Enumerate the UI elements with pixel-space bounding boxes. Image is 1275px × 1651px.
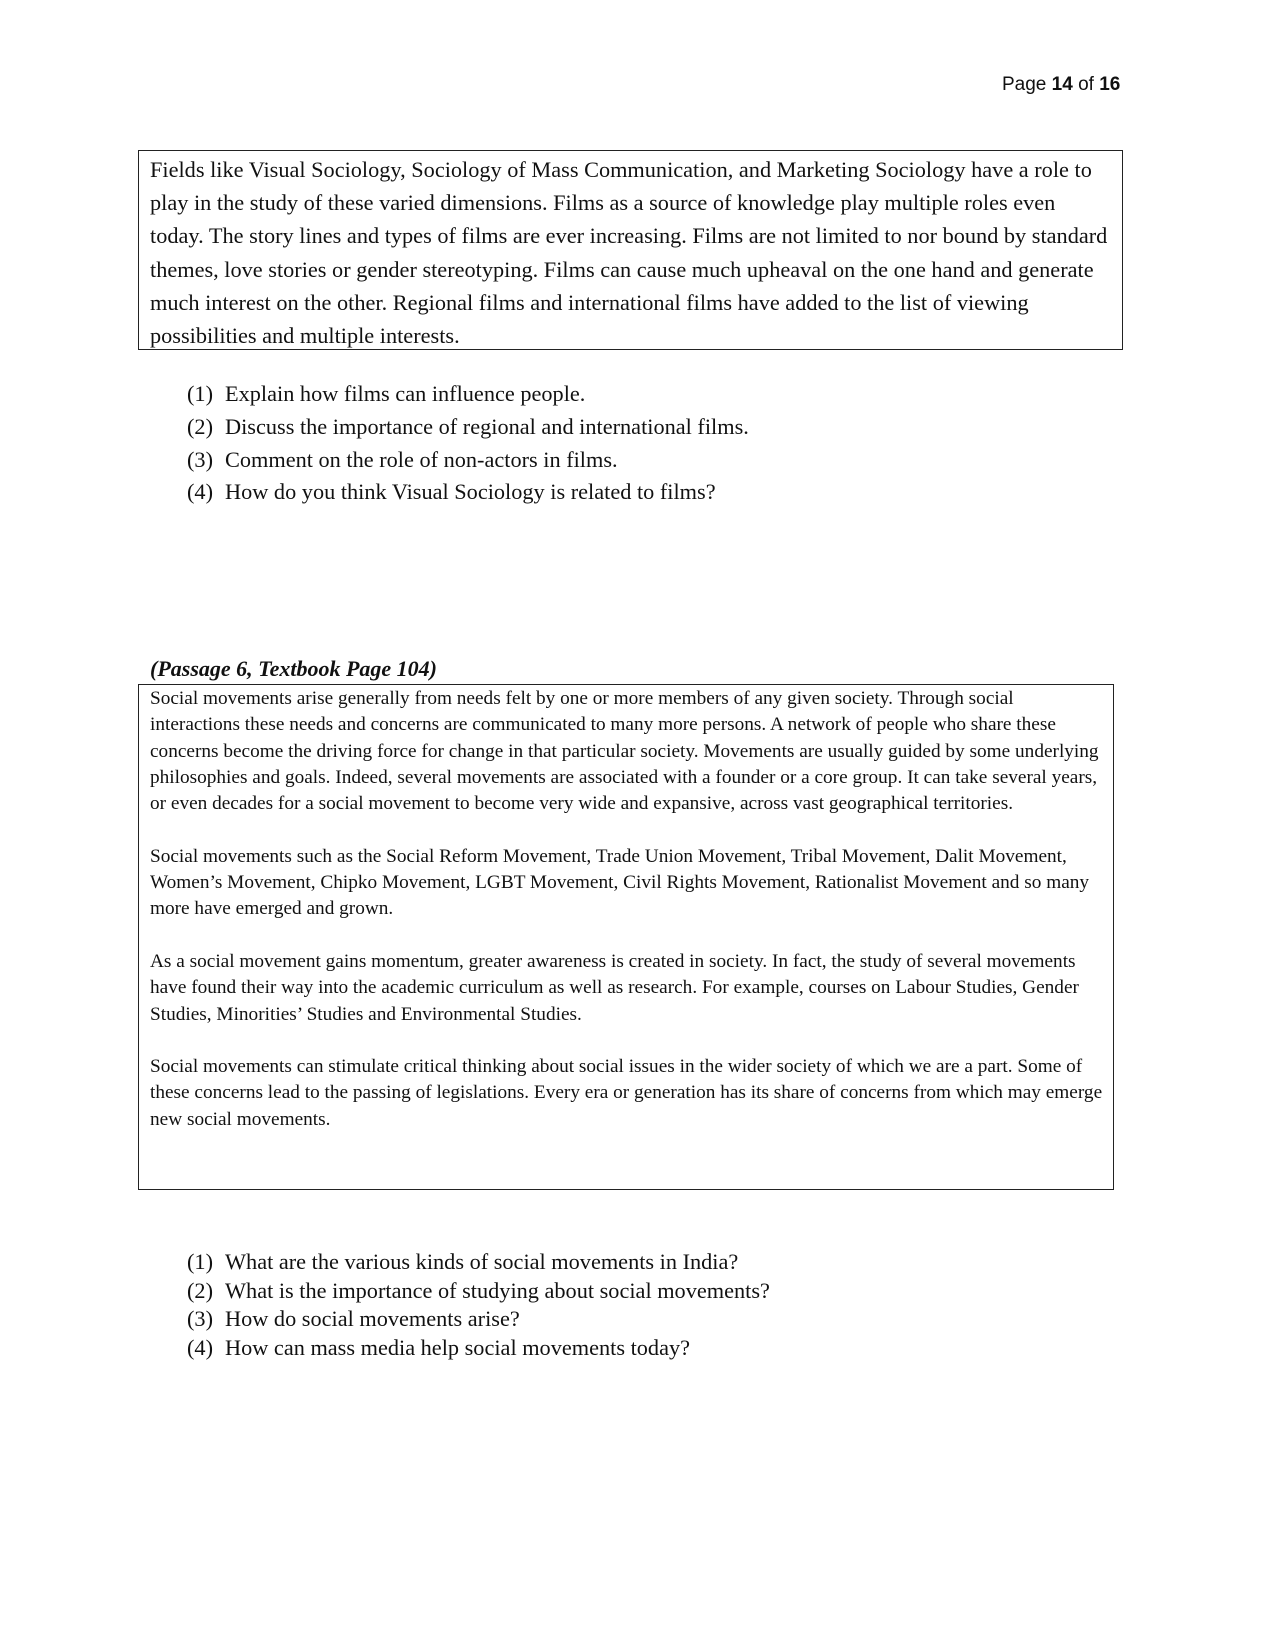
passage-paragraph: Social movements such as the Social Reform Movement, Trade Union Movement, Tribal Movement, Dalit Movement, Women’s Movement, Chipko Movement, LGBT Movement, Civil Rights Movement, Rationalist Movement and so many more have emerged and grown. [150, 845, 1090, 920]
page-number-total: 16 [1099, 74, 1121, 95]
passage-6-questions [187, 1248, 770, 1362]
question-item [187, 476, 749, 509]
question-number: (2) [187, 413, 213, 439]
passage-paragraph: As a social movement gains momentum, greater awareness is created in society. In fact, the study of several movements have found their way into the academic curriculum as well as research. For example, courses on Labour Studies, Gender Studies, Minorities’ Studies and Environmental Studies. [150, 950, 1079, 1025]
question-item [187, 1248, 770, 1277]
question-text: How do you think Visual Sociology is related to films? [225, 479, 716, 505]
question-item [187, 1277, 770, 1306]
question-number: (4) [187, 1334, 213, 1360]
question-text: How do social movements arise? [225, 1306, 520, 1332]
question-item [187, 1334, 770, 1363]
question-number: (3) [187, 1306, 213, 1332]
page-number-prefix: Page [1002, 74, 1047, 95]
question-text: What is the importance of studying about social movements? [225, 1277, 770, 1303]
question-text: How can mass media help social movements today? [225, 1334, 691, 1360]
passage-paragraph: Social movements can stimulate critical thinking about social issues in the wider society of which we are a part. Some of these concerns lead to the passing of legislations. Every era or generation has its share of concerns from which may emerge new social movements. [150, 1056, 1103, 1130]
passage-5-excerpt-box [138, 150, 1123, 350]
question-number: (3) [187, 446, 213, 472]
question-item [187, 1305, 770, 1334]
question-text: Comment on the role of non-actors in films. [225, 446, 618, 472]
question-item [187, 378, 749, 411]
question-text: What are the various kinds of social movements in India? [225, 1249, 739, 1274]
question-item [187, 444, 749, 477]
page-number [1002, 74, 1120, 96]
question-text: Discuss the importance of regional and international films. [225, 413, 749, 439]
passage-6-box [138, 684, 1114, 1190]
question-item [187, 411, 749, 444]
question-number: (1) [187, 381, 213, 406]
question-text: Explain how films can influence people. [225, 381, 586, 406]
question-number: (4) [187, 479, 213, 505]
passage-5-excerpt-text: Fields like Visual Sociology, Sociology of Mass Communication, and Marketing Sociology have a role to play in the study of these varied dimensions. Films as a source of knowledge play multiple roles even today. The story lines and types of films are ever increasing. Films are not limited to nor bound by standard themes, love stories or gender stereotyping. Films can cause much upheaval on the one hand and generate much interest on the other. Regional films and international films have added to the list of viewing possibilities and multiple interests. [150, 157, 1108, 349]
page-number-current: 14 [1051, 74, 1073, 95]
passage-paragraph: Social movements arise generally from needs felt by one or more members of any given society. Through social interactions these needs and concerns are communicated to many more persons. A network of people who share these concerns become the driving force for change in that particular society. Movements are usually guided by some underlying philosophies and goals. Indeed, several movements are associated with a founder or a core group. It can take several years, or even decades for a social movement to become very wide and expansive, across vast geographical territories. [150, 688, 1099, 815]
question-number: (1) [187, 1249, 213, 1274]
question-number: (2) [187, 1277, 213, 1303]
passage-6-heading: (Passage 6, Textbook Page 104) [150, 656, 437, 681]
page-number-of: of [1078, 74, 1094, 95]
passage-5-questions [187, 378, 749, 509]
